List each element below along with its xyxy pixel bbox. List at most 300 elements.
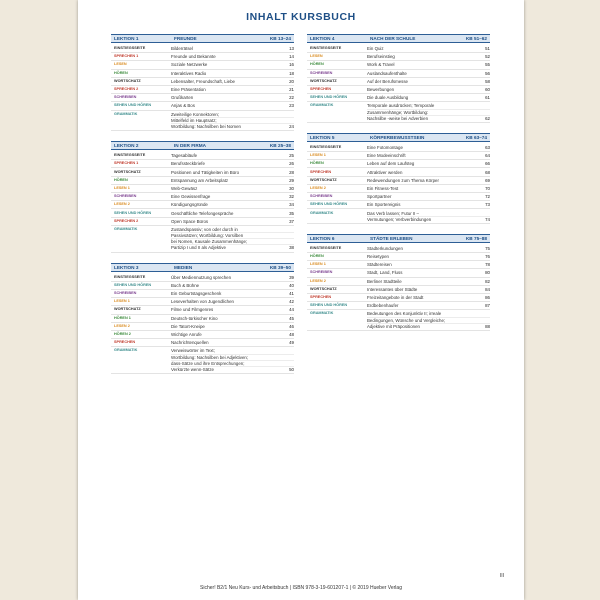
skill-category: GRAMMATIK [310, 311, 334, 316]
toc-row [307, 160, 490, 168]
skill-category: SEHEN UND HÖREN [310, 95, 348, 100]
toc-entry [367, 79, 490, 84]
toc-row [307, 261, 490, 269]
entry-topic: bei Nomen, Kausale Zusammenhänge; [171, 239, 248, 245]
entry-topic: Wortbildung: Nachsilben bei Adjektiven; [171, 354, 249, 360]
entry-page: 49 [289, 340, 294, 346]
entry-topic: Zustandspassiv; von oder durch in [171, 226, 238, 232]
toc-row [111, 339, 294, 347]
lesson-number: LEKTION 6 [310, 235, 335, 241]
toc-entry [367, 54, 490, 59]
skill-category: SPRECHEN [310, 87, 332, 92]
entry-topic: Berufseinstieg [367, 54, 395, 60]
entry-page: 56 [485, 70, 490, 76]
skill-category: EINSTIEGSSEITE [114, 46, 146, 51]
skill-category: SCHREIBEN [310, 194, 333, 199]
entry-page: 44 [289, 307, 294, 313]
entry-topic: Leben auf dem Laufsteg [367, 161, 415, 167]
skill-category: SCHREIBEN [114, 291, 137, 296]
skill-category: HÖREN [114, 177, 128, 182]
entry-topic: Ein Geburtstagsgeschenk [171, 291, 222, 297]
skill-category: WORTSCHATZ [310, 177, 337, 182]
toc-entry [171, 123, 294, 129]
entry-topic: Bedeutungen des Konjunktiv II; irreale [367, 311, 442, 317]
toc-entry [171, 202, 294, 207]
entry-topic: Mittelfeld im Hauptsatz; [171, 117, 217, 123]
toc-row [307, 144, 490, 152]
lesson-title: STÄDTE ERLEBEN [370, 235, 413, 241]
entry-topic: Attraktiver werden [367, 169, 403, 175]
toc-entry [171, 194, 294, 199]
entry-topic: Geschäftliche Telefongespräche [171, 210, 234, 216]
skill-category: SPRECHEN [310, 295, 332, 300]
entry-topic: Sportpartner [367, 194, 392, 200]
toc-row [307, 94, 490, 102]
skill-category: HÖREN 2 [114, 331, 131, 336]
toc-entry [171, 178, 294, 183]
toc-row [307, 310, 490, 331]
toc-entry [171, 153, 294, 158]
entry-topic: Positionen und Tätigkeiten im Büro [171, 169, 240, 175]
toc-row [307, 302, 490, 310]
toc-row [111, 306, 294, 314]
toc-row [307, 61, 490, 69]
toc-entry [171, 186, 294, 191]
toc-row [111, 201, 294, 209]
entry-topic: Redewendungen zum Thema Körper [367, 177, 439, 183]
entry-topic: Über Mediennutzung sprechen [171, 274, 232, 280]
toc-entry [367, 87, 490, 92]
toc-entry [367, 46, 490, 51]
skill-category: HÖREN [310, 161, 324, 166]
toc-row [307, 152, 490, 160]
entry-topic: Nachsilbe -weise bei Adverbien [367, 115, 429, 121]
toc-row [111, 209, 294, 217]
entry-page: 84 [485, 286, 490, 292]
entry-topic: Open Space Büros [171, 218, 209, 224]
toc-entry [367, 194, 490, 199]
toc-row [111, 298, 294, 306]
entry-topic: Verkürzte wenn-Sätze [171, 366, 214, 372]
entry-page: 50 [289, 366, 294, 372]
entry-page: 58 [485, 78, 490, 84]
skill-category: HÖREN [310, 254, 324, 259]
entry-page: 13 [289, 46, 294, 52]
entry-page: 70 [485, 185, 490, 191]
lesson-pages: KB 25–38 [269, 143, 291, 149]
toc-entry [171, 79, 294, 84]
entry-page: 66 [485, 161, 490, 167]
entry-topic: Eine Fotomontage [367, 145, 403, 150]
toc-entry [367, 254, 490, 259]
skill-category: EINSTIEGSSEITE [310, 46, 342, 51]
toc-row [307, 102, 490, 123]
entry-topic: Verweiswörter im Text; [171, 348, 215, 354]
lesson-section [307, 133, 490, 224]
toc-entry [171, 161, 294, 166]
toc-entry [171, 283, 294, 288]
entry-topic: Deutsch-türkischer Kino [171, 315, 218, 321]
toc-entry [171, 87, 294, 92]
lesson-number: LEKTION 2 [114, 143, 139, 149]
toc-row [111, 94, 294, 102]
toc-row [111, 193, 294, 201]
lesson-pages: KB 13–24 [269, 36, 291, 41]
skill-category: SEHEN UND HÖREN [114, 103, 152, 108]
skill-category: SCHREIBEN [310, 70, 333, 75]
entry-page: 23 [289, 103, 294, 109]
entry-page: 80 [485, 270, 490, 276]
toc-row [111, 282, 294, 290]
skill-category: GRAMMATIK [310, 210, 334, 215]
entry-topic: Grußkarten [171, 95, 194, 101]
toc-row [307, 253, 490, 261]
toc-row [111, 331, 294, 339]
entry-page: 62 [485, 115, 490, 121]
skill-category: SEHEN UND HÖREN [310, 202, 348, 207]
entry-topic: Web-Gewäsz [171, 185, 198, 191]
lesson-header [307, 234, 490, 243]
toc-row [111, 347, 294, 374]
skill-category: LESEN 2 [114, 323, 130, 328]
entry-topic: Soziale Netzwerke [171, 62, 208, 68]
toc-entry [367, 202, 490, 207]
entry-topic: Passivsätzen; Wortbildung: Vorsilben [171, 233, 244, 239]
entry-page: 60 [485, 87, 490, 93]
lesson-section [111, 263, 294, 374]
entry-topic: Leseverhalten von Jugendlichen [171, 299, 234, 305]
entry-page: 35 [289, 210, 294, 216]
skill-category: HÖREN 1 [114, 315, 131, 320]
entry-page: 73 [485, 202, 490, 208]
entry-topic: Bedingungen, Wünsche und Vergleiche; [367, 317, 446, 323]
entry-topic: Berliner Stadtteile [367, 278, 402, 284]
lesson-header [111, 141, 294, 150]
toc-row [111, 274, 294, 282]
entry-page: 18 [289, 70, 294, 76]
toc-entry [367, 262, 490, 267]
skill-category: LESEN 2 [114, 202, 130, 207]
toc-row [307, 201, 490, 209]
lesson-title: IN DER FIRMA [174, 143, 207, 149]
skill-category: WORTSCHATZ [114, 169, 141, 174]
lesson-number: LEKTION 4 [310, 36, 335, 41]
toc-row [111, 315, 294, 323]
toc-entry [171, 219, 294, 224]
lesson-header [111, 263, 294, 272]
toc-entry [367, 279, 490, 284]
entry-topic: Stadterkundungen [367, 245, 403, 251]
entry-page: 61 [485, 95, 490, 101]
entry-topic: Erdbebenhaufer [367, 303, 399, 309]
entry-topic: Kündigungsgründe [171, 202, 208, 208]
skill-category: LESEN 2 [310, 185, 326, 190]
toc-row [307, 209, 490, 223]
entry-page: 30 [289, 185, 294, 191]
entry-page: 24 [289, 124, 294, 129]
toc-entry [367, 216, 490, 222]
toc-row [111, 152, 294, 160]
toc-row [307, 278, 490, 286]
skill-category: SPRECHEN 1 [114, 54, 139, 59]
entry-page: 16 [289, 62, 294, 68]
toc-entry [171, 211, 294, 216]
entry-topic: Anjas & Bos [171, 103, 195, 109]
toc-entry [171, 299, 294, 304]
toc-row [307, 53, 490, 61]
lesson-number: LEKTION 1 [114, 36, 139, 41]
skill-category: SEHEN UND HÖREN [114, 282, 152, 287]
skill-category: LESEN 1 [114, 185, 130, 190]
entry-topic: Zweiteilige Konnektoren; [171, 111, 220, 117]
entry-topic: Wichtige Anrufe [171, 331, 202, 337]
toc-entry [367, 287, 490, 292]
entry-page: 25 [289, 153, 294, 159]
entry-page: 34 [289, 202, 294, 208]
entry-page: 38 [289, 245, 294, 251]
lesson-section [307, 34, 490, 123]
toc-row [307, 269, 490, 277]
entry-page: 14 [289, 54, 294, 60]
toc-entry [367, 95, 490, 100]
entry-topic: Ein Sportereignis [367, 202, 401, 208]
lesson-header [111, 34, 294, 43]
skill-category: SEHEN UND HÖREN [114, 210, 152, 215]
lesson-title: FREUNDE [174, 36, 197, 41]
entry-topic: Bilderrätsel [171, 46, 193, 52]
skill-category: SCHREIBEN [114, 95, 137, 100]
skill-category: GRAMMATIK [114, 348, 138, 353]
toc-entry [171, 244, 294, 250]
skill-category: LESEN [310, 54, 323, 59]
toc-entry [171, 291, 294, 296]
skill-category: LESEN 1 [310, 262, 326, 267]
right-column [307, 34, 490, 341]
entry-topic: Freizeitangebote in der Stadt [367, 295, 424, 301]
toc-entry [171, 340, 294, 345]
entry-page: 72 [485, 194, 490, 200]
toc-entry [367, 295, 490, 300]
entry-topic: Entspannung am Arbeitsplatz [171, 177, 229, 183]
toc-entry [171, 46, 294, 51]
toc-entry [367, 323, 490, 329]
entry-page: 39 [289, 274, 294, 280]
lesson-number: LEKTION 3 [114, 264, 139, 270]
toc-row [111, 111, 294, 132]
entry-topic: Eine Gewissenfrage [171, 194, 211, 200]
toc-entry [367, 170, 490, 175]
toc-entry [171, 307, 294, 312]
toc-entry [367, 178, 490, 183]
entry-page: 87 [485, 303, 490, 309]
skill-category: GRAMMATIK [310, 103, 334, 108]
toc-entry [367, 270, 490, 275]
entry-topic: Auf der Berufsmesse [367, 78, 408, 84]
toc-entry [171, 170, 294, 175]
entry-page: 63 [485, 145, 490, 150]
toc-entry [367, 145, 490, 150]
skill-category: EINSTIEGSSEITE [114, 274, 146, 279]
entry-page: 52 [485, 54, 490, 60]
skill-category: GRAMMATIK [114, 111, 138, 116]
skill-category: GRAMMATIK [114, 226, 138, 231]
skill-category: EINSTIEGSSEITE [310, 245, 342, 250]
lesson-header [307, 133, 490, 142]
entry-topic: Work & Travel [367, 62, 395, 68]
skill-category: SCHREIBEN [114, 194, 137, 199]
toc-entry [171, 324, 294, 329]
lesson-section [111, 141, 294, 252]
lesson-title: KÖRPERBEWUSSTSEIN [370, 134, 425, 140]
toc-row [307, 245, 490, 253]
skill-category: EINSTIEGSSEITE [310, 145, 342, 149]
skill-category: EINSTIEGSSEITE [114, 153, 146, 158]
entry-topic: Nachrichtenquellen [171, 340, 209, 346]
skill-category: LESEN 1 [310, 153, 326, 158]
entry-topic: Stadt, Land, Fluss [367, 270, 403, 276]
entry-page: 32 [289, 194, 294, 200]
entry-topic: Bewerbungen [367, 87, 395, 93]
toc-entry [367, 186, 490, 191]
entry-page: 55 [485, 62, 490, 68]
lesson-header [307, 34, 490, 43]
lesson-section [307, 234, 490, 331]
entry-topic: Buch & Bühne [171, 282, 200, 288]
skill-category: WORTSCHATZ [310, 286, 337, 291]
lesson-title: MEDIEN [174, 264, 193, 270]
entry-page: 46 [289, 323, 294, 329]
skill-category: HÖREN [114, 70, 128, 75]
toc-row [111, 218, 294, 226]
toc-row [111, 168, 294, 176]
entry-page: 21 [289, 87, 294, 93]
toc-entry [367, 62, 490, 67]
toc-entry [171, 103, 294, 108]
toc-row [307, 70, 490, 78]
entry-topic: Interaktives Radio [171, 70, 207, 76]
entry-topic: Ein Fitness-Test [367, 185, 399, 191]
toc-row [307, 294, 490, 302]
toc-entry [171, 275, 294, 280]
entry-page: 69 [485, 177, 490, 183]
lesson-title: NACH DER SCHULE [370, 36, 416, 41]
toc-entry [367, 246, 490, 251]
lesson-pages: KB 51–62 [465, 36, 487, 41]
entry-topic: Städtereisen [367, 262, 392, 268]
entry-topic: Filme und Filmgenres [171, 307, 214, 313]
entry-page: 82 [485, 278, 490, 284]
entry-page: 26 [289, 161, 294, 167]
toc-row [307, 286, 490, 294]
toc-entry [171, 366, 294, 372]
entry-topic: Die duale Ausbildung [367, 95, 409, 101]
entry-topic: Tagesabläufe [171, 153, 198, 159]
toc-row [111, 160, 294, 168]
entry-topic: Ein Quiz [367, 46, 384, 52]
toc-row [307, 193, 490, 201]
entry-page: 48 [289, 331, 294, 337]
lesson-pages: KB 75–88 [465, 235, 487, 241]
entry-page: 51 [485, 46, 490, 52]
toc-row [111, 323, 294, 331]
skill-category: LESEN [114, 62, 127, 67]
entry-topic: Berufssteckbriefe [171, 161, 205, 167]
skill-category: LESEN 1 [114, 299, 130, 304]
entry-page: 86 [485, 295, 490, 301]
skill-category: WORTSCHATZ [114, 307, 141, 312]
skill-category: SPRECHEN 2 [114, 87, 139, 92]
entry-topic: Partizip I und II als Adjektive [171, 245, 226, 251]
toc-row [307, 45, 490, 53]
entry-page: 68 [485, 169, 490, 175]
skill-category: SPRECHEN 1 [114, 161, 139, 166]
toc-entry [367, 71, 490, 76]
entry-topic: Reisetypen [367, 254, 389, 260]
skill-category: WORTSCHATZ [310, 78, 337, 83]
toc-entry [367, 115, 490, 121]
footer-citation: Sicher! B2/1 Neu Kurs- und Arbeitsbuch | ISBN 978-3-19-601207-1 | © 2019 Hueber Verlag [200, 585, 402, 591]
entry-topic: dass-Sätze und ihre Entsprechungen; [171, 360, 245, 366]
skill-category: SCHREIBEN [310, 270, 333, 275]
entry-topic: Auslandsaufenthalte [367, 70, 407, 76]
entry-topic: Wortbildung: Nachsilben bei Nomen [171, 124, 241, 129]
toc-row [111, 70, 294, 78]
toc-entry [367, 303, 490, 308]
toc-entry [171, 95, 294, 100]
toc-row [111, 45, 294, 53]
entry-topic: Eine Präsentation [171, 87, 206, 93]
skill-category: SPRECHEN 2 [114, 218, 139, 223]
lesson-section [111, 34, 294, 131]
toc-page [78, 0, 524, 600]
toc-row [307, 78, 490, 86]
entry-page: 28 [289, 169, 294, 175]
toc-row [111, 78, 294, 86]
skill-category: SPRECHEN [310, 169, 332, 174]
toc-row [111, 61, 294, 69]
entry-page: 78 [485, 262, 490, 268]
entry-page: 37 [289, 218, 294, 224]
toc-entry [171, 62, 294, 67]
toc-row [111, 53, 294, 61]
toc-row [111, 226, 294, 253]
entry-topic: Die Tatort-Kneipe [171, 323, 205, 329]
toc-row [307, 177, 490, 185]
entry-page: 42 [289, 299, 294, 305]
entry-page: 20 [289, 78, 294, 84]
skill-category: HÖREN [310, 62, 324, 67]
toc-row [307, 86, 490, 94]
skill-category: WORTSCHATZ [114, 78, 141, 83]
lesson-number: LEKTION 5 [310, 134, 335, 140]
entry-topic: Adjektive mit Präpositionen [367, 323, 420, 329]
toc-row [307, 185, 490, 193]
toc-entry [171, 316, 294, 321]
lesson-pages: KB 63–74 [465, 134, 487, 140]
entry-topic: Eine Modeeinschrift [367, 153, 406, 159]
lesson-pages: KB 39–50 [269, 264, 291, 270]
entry-page: 40 [289, 282, 294, 288]
toc-row [111, 185, 294, 193]
toc-row [111, 102, 294, 110]
entry-topic: Interessantes über Städte [367, 286, 418, 292]
toc-row [111, 290, 294, 298]
page-title: INHALT KURSBUCH [246, 11, 356, 23]
entry-topic: Freunde und Bekannte [171, 54, 216, 60]
toc-entry [171, 71, 294, 76]
entry-topic: Temporale ausdrücken; Temporale [367, 103, 435, 109]
entry-page: 22 [289, 95, 294, 101]
